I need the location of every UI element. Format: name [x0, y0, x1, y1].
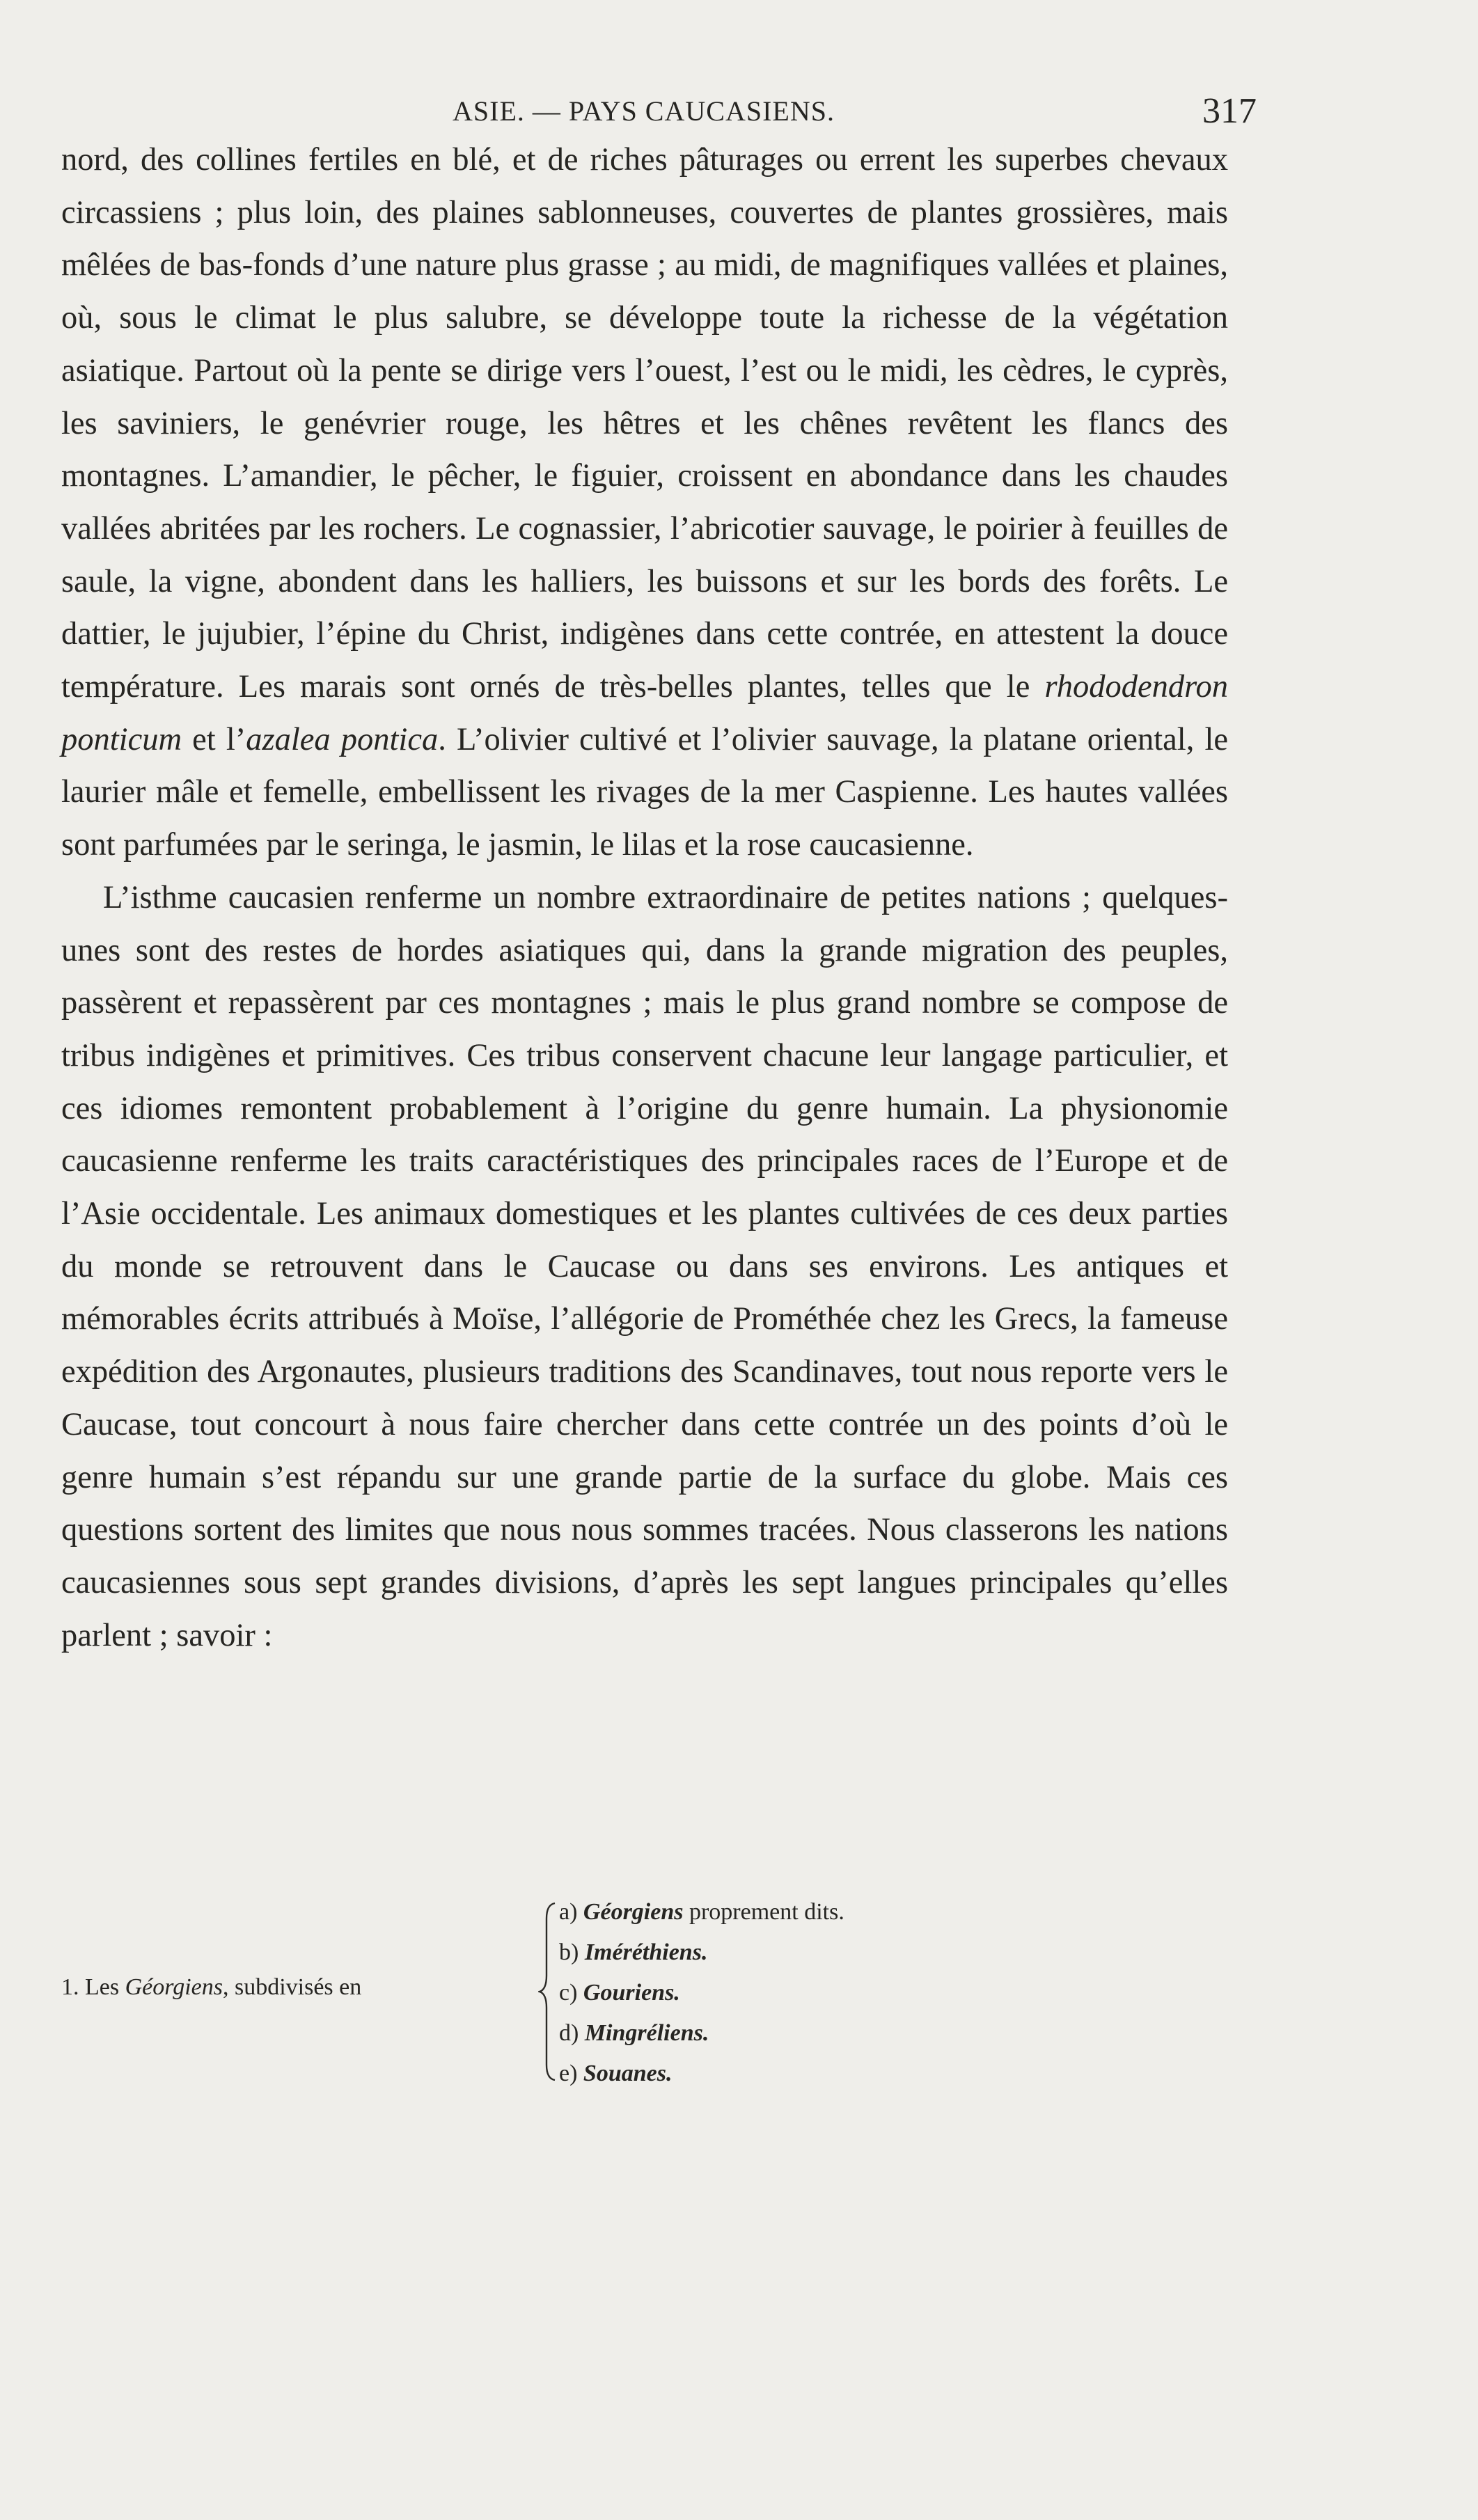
subdivision-suffix: proprement dits.: [689, 1899, 844, 1925]
paragraph-flora-text-2: et l’: [192, 721, 246, 757]
division-label-prefix: 1. Les: [61, 1974, 120, 2000]
body-text: [61, 134, 1228, 1662]
paragraph-flora-text: nord, des collines fertiles en blé, et de riches pâturages ou errent les superbes chevaux circassiens ; plus loin, des plaines sablonneuses, couvertes de plantes grossières, mais mêlées de bas-fonds d’une nature plus grasse ; au midi, de magnifiques vallées et plaines, où, sous le climat le plus salubre, se développe toute la richesse de la végétation asiatique. Partout où la pente se dirige vers l’ouest, l’est ou le midi, les cèdres, le cyprès, les saviniers, le genévrier rouge, les hêtres et les chênes revêtent les flancs des montagnes. L’amandier, le pêcher, le figuier, croissent en abondance dans les chaudes vallées abritées par les rochers. Le cognassier, l’abricotier sauvage, le poirier à feuilles de saule, la vigne, abondent dans les halliers, les buissons et sur les bords des forêts. Le dattier, le jujubier, l’épine du Christ, indigènes dans cette contrée, en attestent la douce température. Les marais sont ornés de très-belles plantes, telles que le: [61, 142, 1228, 705]
division-label-suffix: , subdivisés en: [222, 1974, 362, 2000]
subdivision-item: [559, 1892, 844, 1932]
subdivision-item: [559, 2054, 844, 2094]
subdivision-list: [559, 1892, 844, 2094]
subdivision-letter: a): [559, 1899, 578, 1925]
species-name-rhododendron: rhododendron ponticum: [61, 669, 1228, 757]
curly-brace: [538, 1902, 559, 2081]
subdivision-name: Géorgiens: [583, 1899, 684, 1925]
subdivision-item: [559, 1932, 844, 1973]
georgian-division-list: [61, 1892, 931, 2094]
paragraph-nations: L’isthme caucasien renferme un nombre extraordinaire de petites nations ; quelques-unes sont des restes de hordes asiatiques qui, dans la grande migration des peuples, passèrent et repassèrent par ces montagnes ; mais le plus grand nombre se compose de tribus indigènes et primitives. Ces tribus conservent chacune leur langage particulier, et ces idiomes remontent probablement à l’origine du genre humain. La physionomie caucasienne renferme les traits caractéristiques des principales races de l’Europe et de l’Asie occidentale. Les animaux domestiques et les plantes cultivées de ces deux parties du monde se retrouvent dans le Caucase ou dans ses environs. Les antiques et mémorables écrits attribués à Moïse, l’allégorie de Prométhée chez les Grecs, la fameuse expédition des Argonautes, plusieurs traditions des Scandinaves, tout nous reporte vers le Caucase, tout concourt à nous faire chercher dans cette contrée un des points d’où le genre humain s’est répandu sur une grande partie de la surface du globe. Mais ces questions sortent des limites que nous nous sommes tracées. Nous classerons les nations caucasiennes sous sept grandes divisions, d’après les sept langues principales qu’elles parlent ; savoir :: [61, 879, 1228, 1653]
subdivision-name: Souanes.: [583, 2061, 673, 2086]
running-head: [0, 90, 1257, 132]
subdivision-name: Mingréliens.: [584, 2020, 709, 2046]
paragraph-flora-text-3: . L’olivier cultivé et l’olivier sauvage, la platane oriental, le laurier mâle et femelle, embellissent les rivages de la mer Caspienne. Les hautes vallées sont parfumées par le seringa, le jasmin, le lilas et la rose caucasienne.: [61, 721, 1228, 863]
subdivision-letter: b): [559, 1939, 579, 1965]
subdivision-letter: d): [559, 2020, 579, 2046]
species-name-azalea: azalea pontica: [246, 721, 439, 757]
division-label: [61, 1971, 361, 2004]
running-title: ASIE. — PAYS CAUCASIENS.: [453, 95, 835, 127]
subdivision-letter: c): [559, 1980, 578, 2006]
subdivision-item: [559, 2013, 844, 2054]
subdivision-letter: e): [559, 2061, 578, 2086]
paragraph-flora: [61, 134, 1228, 872]
subdivision-name: Gouriens.: [583, 1980, 680, 2006]
subdivision-item: [559, 1973, 844, 2013]
page-number: 317: [1202, 91, 1257, 131]
division-label-italic: Géorgiens: [125, 1974, 223, 2000]
subdivision-name: Iméréthiens.: [584, 1939, 708, 1965]
